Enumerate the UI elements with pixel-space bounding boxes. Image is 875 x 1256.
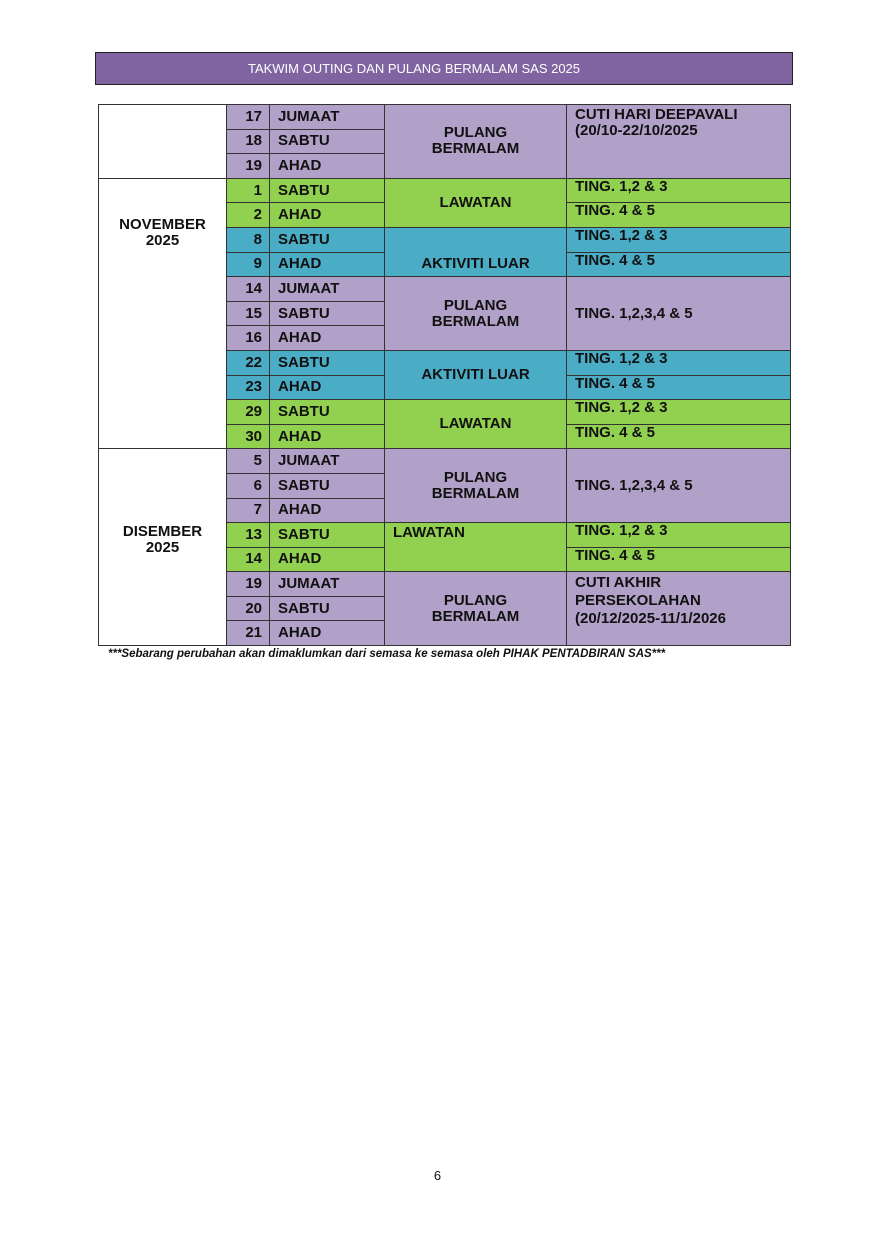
- activity-cell: LAWATAN: [385, 178, 567, 227]
- day-name: SABTU: [270, 400, 385, 425]
- day-name: JUMAAT: [270, 449, 385, 474]
- day-name: AHAD: [270, 326, 385, 351]
- note-cell: TING. 4 & 5: [567, 375, 791, 400]
- note-cell: TING. 1,2 & 3: [567, 400, 791, 425]
- day-number: 13: [227, 523, 270, 548]
- footnote: ***Sebarang perubahan akan dimaklumkan dari semasa ke semasa oleh PIHAK PENTADBIRAN SAS***: [108, 648, 666, 660]
- note-cell: TING. 1,2 & 3: [567, 227, 791, 252]
- day-name: JUMAAT: [270, 572, 385, 597]
- note-cell: TING. 4 & 5: [567, 424, 791, 449]
- day-number: 9: [227, 252, 270, 277]
- day-name: AHAD: [270, 252, 385, 277]
- day-number: 29: [227, 400, 270, 425]
- day-number: 30: [227, 424, 270, 449]
- month-label-november: NOVEMBER 2025: [99, 178, 227, 449]
- day-name: JUMAAT: [270, 105, 385, 130]
- note-cell: TING. 1,2 & 3: [567, 523, 791, 548]
- day-name: SABTU: [270, 350, 385, 375]
- month-cell-empty: [99, 105, 227, 179]
- day-name: AHAD: [270, 375, 385, 400]
- day-number: 2: [227, 203, 270, 228]
- day-name: AHAD: [270, 547, 385, 572]
- day-number: 15: [227, 301, 270, 326]
- day-name: JUMAAT: [270, 277, 385, 302]
- day-name: AHAD: [270, 424, 385, 449]
- activity-cell: PULANG BERMALAM: [385, 572, 567, 646]
- activity-cell: LAWATAN: [385, 400, 567, 449]
- note-cell: TING. 4 & 5: [567, 252, 791, 277]
- day-number: 1: [227, 178, 270, 203]
- note-cell: TING. 1,2,3,4 & 5: [567, 449, 791, 523]
- calendar-title: TAKWIM OUTING DAN PULANG BERMALAM SAS 2025: [247, 61, 581, 76]
- day-number: 16: [227, 326, 270, 351]
- day-number: 17: [227, 105, 270, 130]
- day-name: AHAD: [270, 621, 385, 646]
- day-name: SABTU: [270, 596, 385, 621]
- day-number: 14: [227, 277, 270, 302]
- day-name: AHAD: [270, 203, 385, 228]
- day-name: SABTU: [270, 523, 385, 548]
- day-number: 19: [227, 572, 270, 597]
- month-label-disember: DISEMBER 2025: [99, 449, 227, 646]
- day-number: 5: [227, 449, 270, 474]
- day-number: 19: [227, 154, 270, 179]
- day-name: SABTU: [270, 227, 385, 252]
- calendar-table: [98, 104, 791, 646]
- day-name: SABTU: [270, 301, 385, 326]
- day-number: 6: [227, 473, 270, 498]
- note-cell: TING. 1,2 & 3: [567, 178, 791, 203]
- day-number: 23: [227, 375, 270, 400]
- table-row: [99, 105, 791, 130]
- note-cell: TING. 1,2 & 3: [567, 350, 791, 375]
- day-name: AHAD: [270, 498, 385, 523]
- calendar-title-banner: [95, 52, 793, 85]
- activity-cell: AKTIVITI LUAR: [385, 227, 567, 276]
- activity-cell: AKTIVITI LUAR: [385, 350, 567, 399]
- note-cell: TING. 4 & 5: [567, 203, 791, 228]
- day-number: 7: [227, 498, 270, 523]
- note-cell: TING. 1,2,3,4 & 5: [567, 277, 791, 351]
- table-row: [99, 449, 791, 474]
- activity-cell: LAWATAN: [385, 523, 567, 572]
- day-name: SABTU: [270, 178, 385, 203]
- day-name: SABTU: [270, 473, 385, 498]
- note-cell: CUTI HARI DEEPAVALI (20/10-22/10/2025: [567, 105, 791, 179]
- day-number: 14: [227, 547, 270, 572]
- day-number: 18: [227, 129, 270, 154]
- table-row: [99, 178, 791, 203]
- note-cell: CUTI AKHIR PERSEKOLAHAN (20/12/2025-11/1/2026: [567, 572, 791, 646]
- page-number: 6: [433, 1168, 442, 1183]
- day-number: 8: [227, 227, 270, 252]
- activity-cell: PULANG BERMALAM: [385, 277, 567, 351]
- day-name: AHAD: [270, 154, 385, 179]
- day-number: 22: [227, 350, 270, 375]
- day-number: 20: [227, 596, 270, 621]
- note-cell: TING. 4 & 5: [567, 547, 791, 572]
- activity-cell: PULANG BERMALAM: [385, 105, 567, 179]
- day-name: SABTU: [270, 129, 385, 154]
- activity-cell: PULANG BERMALAM: [385, 449, 567, 523]
- day-number: 21: [227, 621, 270, 646]
